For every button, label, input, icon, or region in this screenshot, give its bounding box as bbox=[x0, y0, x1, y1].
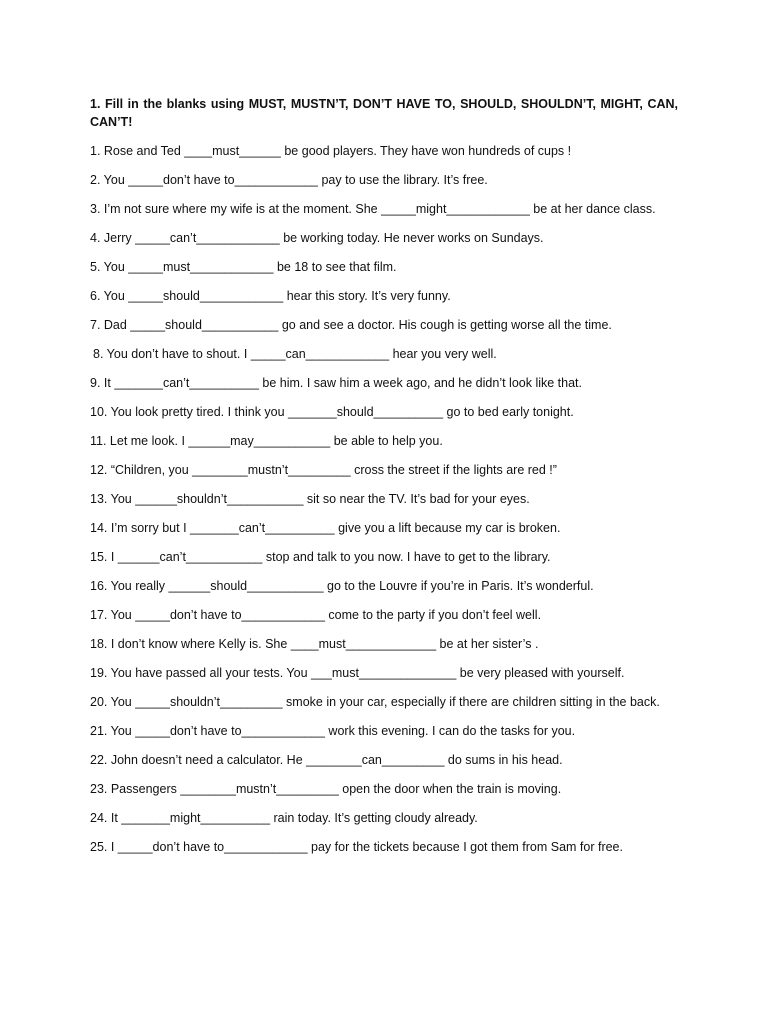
exercise-item-14: 14. I’m sorry but I _______can’t__________ give you a lift because my car is broken. bbox=[90, 521, 561, 535]
exercise-item-23: 23. Passengers ________mustn’t_________ open the door when the train is moving. bbox=[90, 782, 562, 796]
exercise-item-4: 4. Jerry _____can’t____________ be working today. He never works on Sundays. bbox=[90, 231, 544, 245]
exercise-item-15: 15. I ______can’t___________ stop and talk to you now. I have to get to the library. bbox=[90, 550, 551, 564]
exercise-item-3: 3. I’m not sure where my wife is at the moment. She _____might____________ be at her dance class. bbox=[90, 202, 656, 216]
exercise-item-16: 16. You really ______should___________ go to the Louvre if you’re in Paris. It’s wonderful. bbox=[90, 579, 594, 593]
exercise-item-17: 17. You _____don’t have to____________ come to the party if you don’t feel well. bbox=[90, 608, 542, 622]
exercise-item-8: 8. You don’t have to shout. I _____can____________ hear you very well. bbox=[93, 347, 497, 361]
exercise-instruction: 1. Fill in the blanks using MUST, MUSTN’T, DON’T HAVE TO, SHOULD, SHOULDN’T, MIGHT, CAN, CAN’T! bbox=[90, 97, 678, 129]
exercise-item-5: 5. You _____must____________ be 18 to see that film. bbox=[90, 260, 397, 274]
exercise-item-1: 1. Rose and Ted ____must______ be good players. They have won hundreds of cups ! bbox=[90, 144, 572, 158]
exercise-item-7: 7. Dad _____should___________ go and see a doctor. His cough is getting worse all the time. bbox=[90, 318, 612, 332]
exercise-item-19: 19. You have passed all your tests. You ___must______________ be very pleased with yourself. bbox=[90, 666, 625, 680]
exercise-item-9: 9. It _______can’t__________ be him. I saw him a week ago, and he didn’t look like that. bbox=[90, 376, 582, 390]
exercise-item-20: 20. You _____shouldn’t_________ smoke in your car, especially if there are children sitting in the back. bbox=[90, 695, 660, 709]
exercise-item-22: 22. John doesn’t need a calculator. He ________can_________ do sums in his head. bbox=[90, 753, 563, 767]
exercise-item-24: 24. It _______might__________ rain today. It’s getting cloudy already. bbox=[90, 811, 478, 825]
exercise-list bbox=[90, 143, 678, 868]
exercise-item-11: 11. Let me look. I ______may___________ be able to help you. bbox=[90, 434, 443, 448]
exercise-item-10: 10. You look pretty tired. I think you _______should__________ go to bed early tonight. bbox=[90, 405, 574, 419]
exercise-item-21: 21. You _____don’t have to____________ work this evening. I can do the tasks for you. bbox=[90, 724, 576, 738]
exercise-item-18: 18. I don’t know where Kelly is. She ____must_____________ be at her sister’s . bbox=[90, 637, 539, 651]
exercise-item-2: 2. You _____don’t have to____________ pay to use the library. It’s free. bbox=[90, 173, 488, 187]
exercise-item-25: 25. I _____don’t have to____________ pay for the tickets because I got them from Sam for free. bbox=[90, 840, 623, 854]
exercise-item-13: 13. You ______shouldn’t___________ sit so near the TV. It’s bad for your eyes. bbox=[90, 492, 530, 506]
exercise-item-12: 12. “Children, you ________mustn’t_________ cross the street if the lights are red !” bbox=[90, 463, 557, 477]
exercise-item-6: 6. You _____should____________ hear this story. It’s very funny. bbox=[90, 289, 451, 303]
